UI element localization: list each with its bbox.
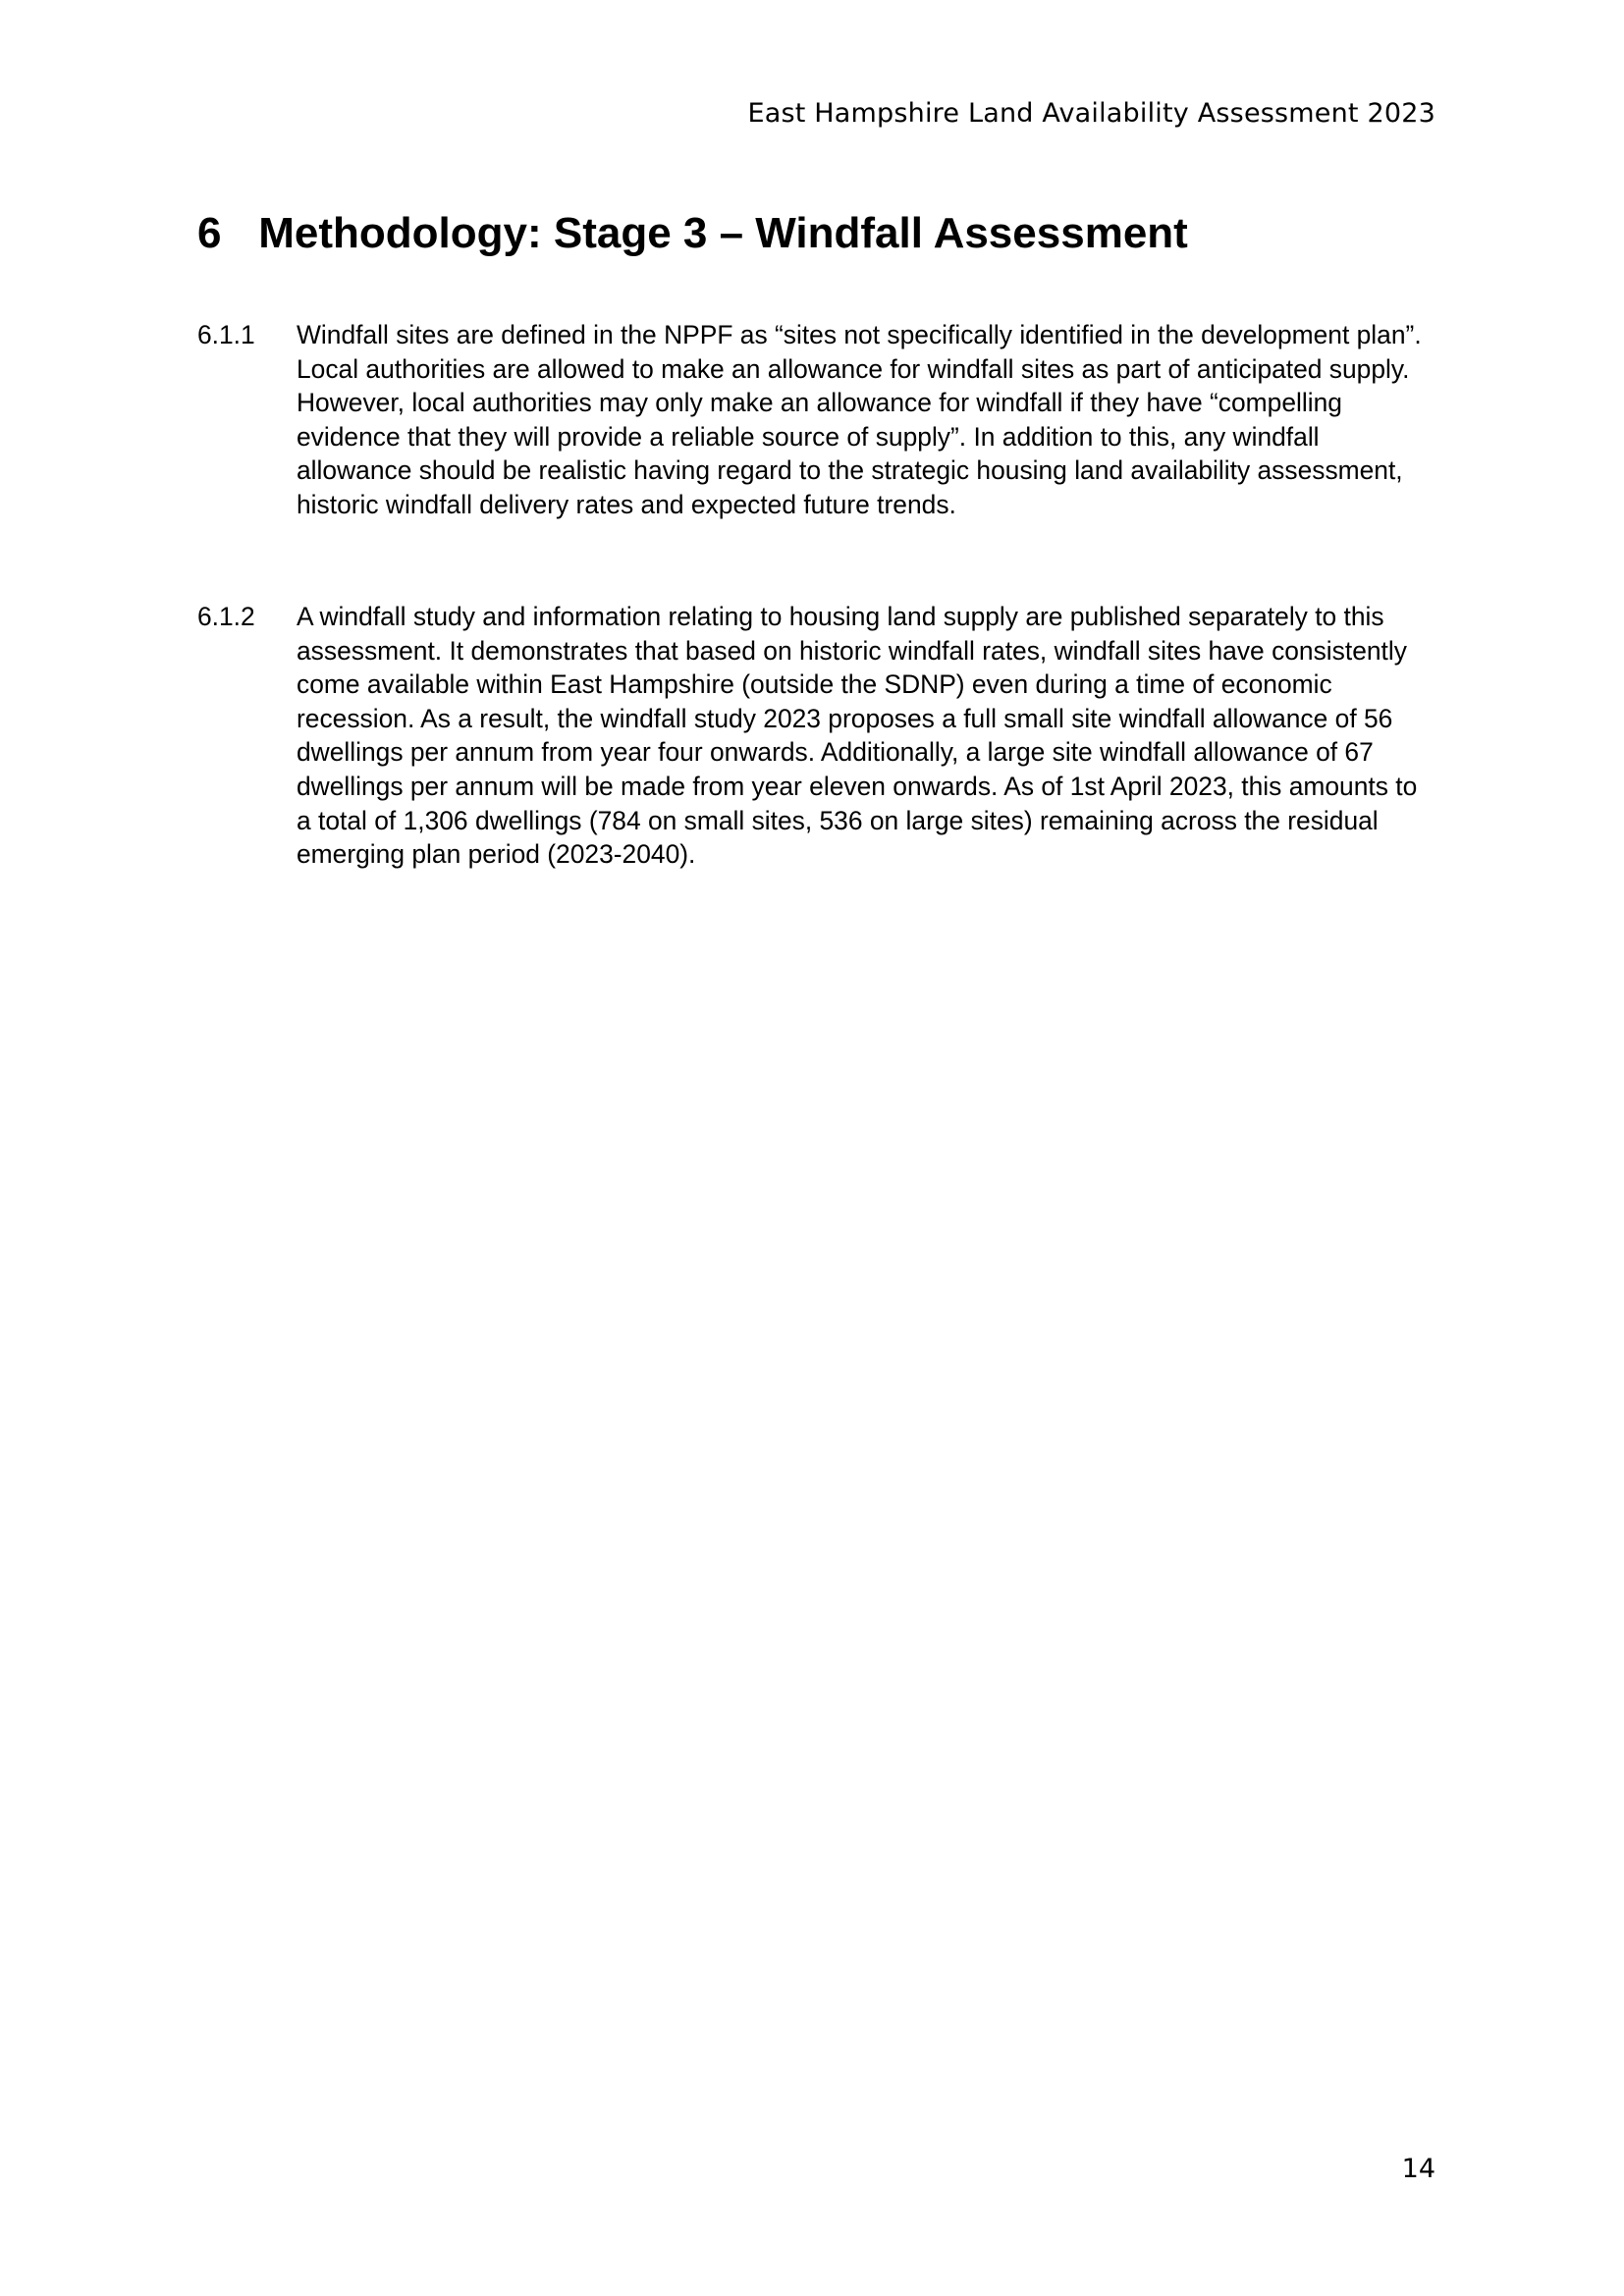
section-number: 6 [197,209,222,257]
paragraph-text: A windfall study and information relating to housing land supply are published separately to this assessment. It demonstrates that based on historic windfall rates, windfall sites have consistently come available within East Hampshire (outside the SDNP) even during a time of economic recession. As a result, the windfall study 2023 proposes a full small site windfall allowance of 56 dwellings per annum from year four onwards. Additionally, a large site windfall allowance of 67 dwellings per annum will be made from year eleven onwards. As of 1st April 2023, this amounts to a total of 1,306 dwellings (784 on small sites, 536 on large sites) remaining across the residual emerging plan period (2023-2040). [297,602,1418,870]
paragraph-text: Windfall sites are defined in the NPPF as “sites not specifically identified in the development plan”. Local authorities are allowed to make an allowance for windfall sites as part of anticipated supply. However, local authorities may only make an allowance for windfall if they have “compelling evidence that they will provide a reliable source of supply”. In addition to this, any windfall allowance should be realistic having regard to the strategic housing land availability assessment, historic windfall delivery rates and expected future trends. [297,320,1422,519]
section-title: Methodology: Stage 3 – Windfall Assessment [258,209,1188,257]
paragraph-6-1-1 [197,318,1435,522]
section-heading [197,206,1188,261]
paragraph-number: 6.1.1 [197,320,255,349]
page-number: 14 [1401,2154,1435,2184]
paragraph-6-1-2 [197,600,1435,872]
running-header: East Hampshire Land Availability Assessment 2023 [747,98,1435,129]
paragraph-number: 6.1.2 [197,602,255,631]
